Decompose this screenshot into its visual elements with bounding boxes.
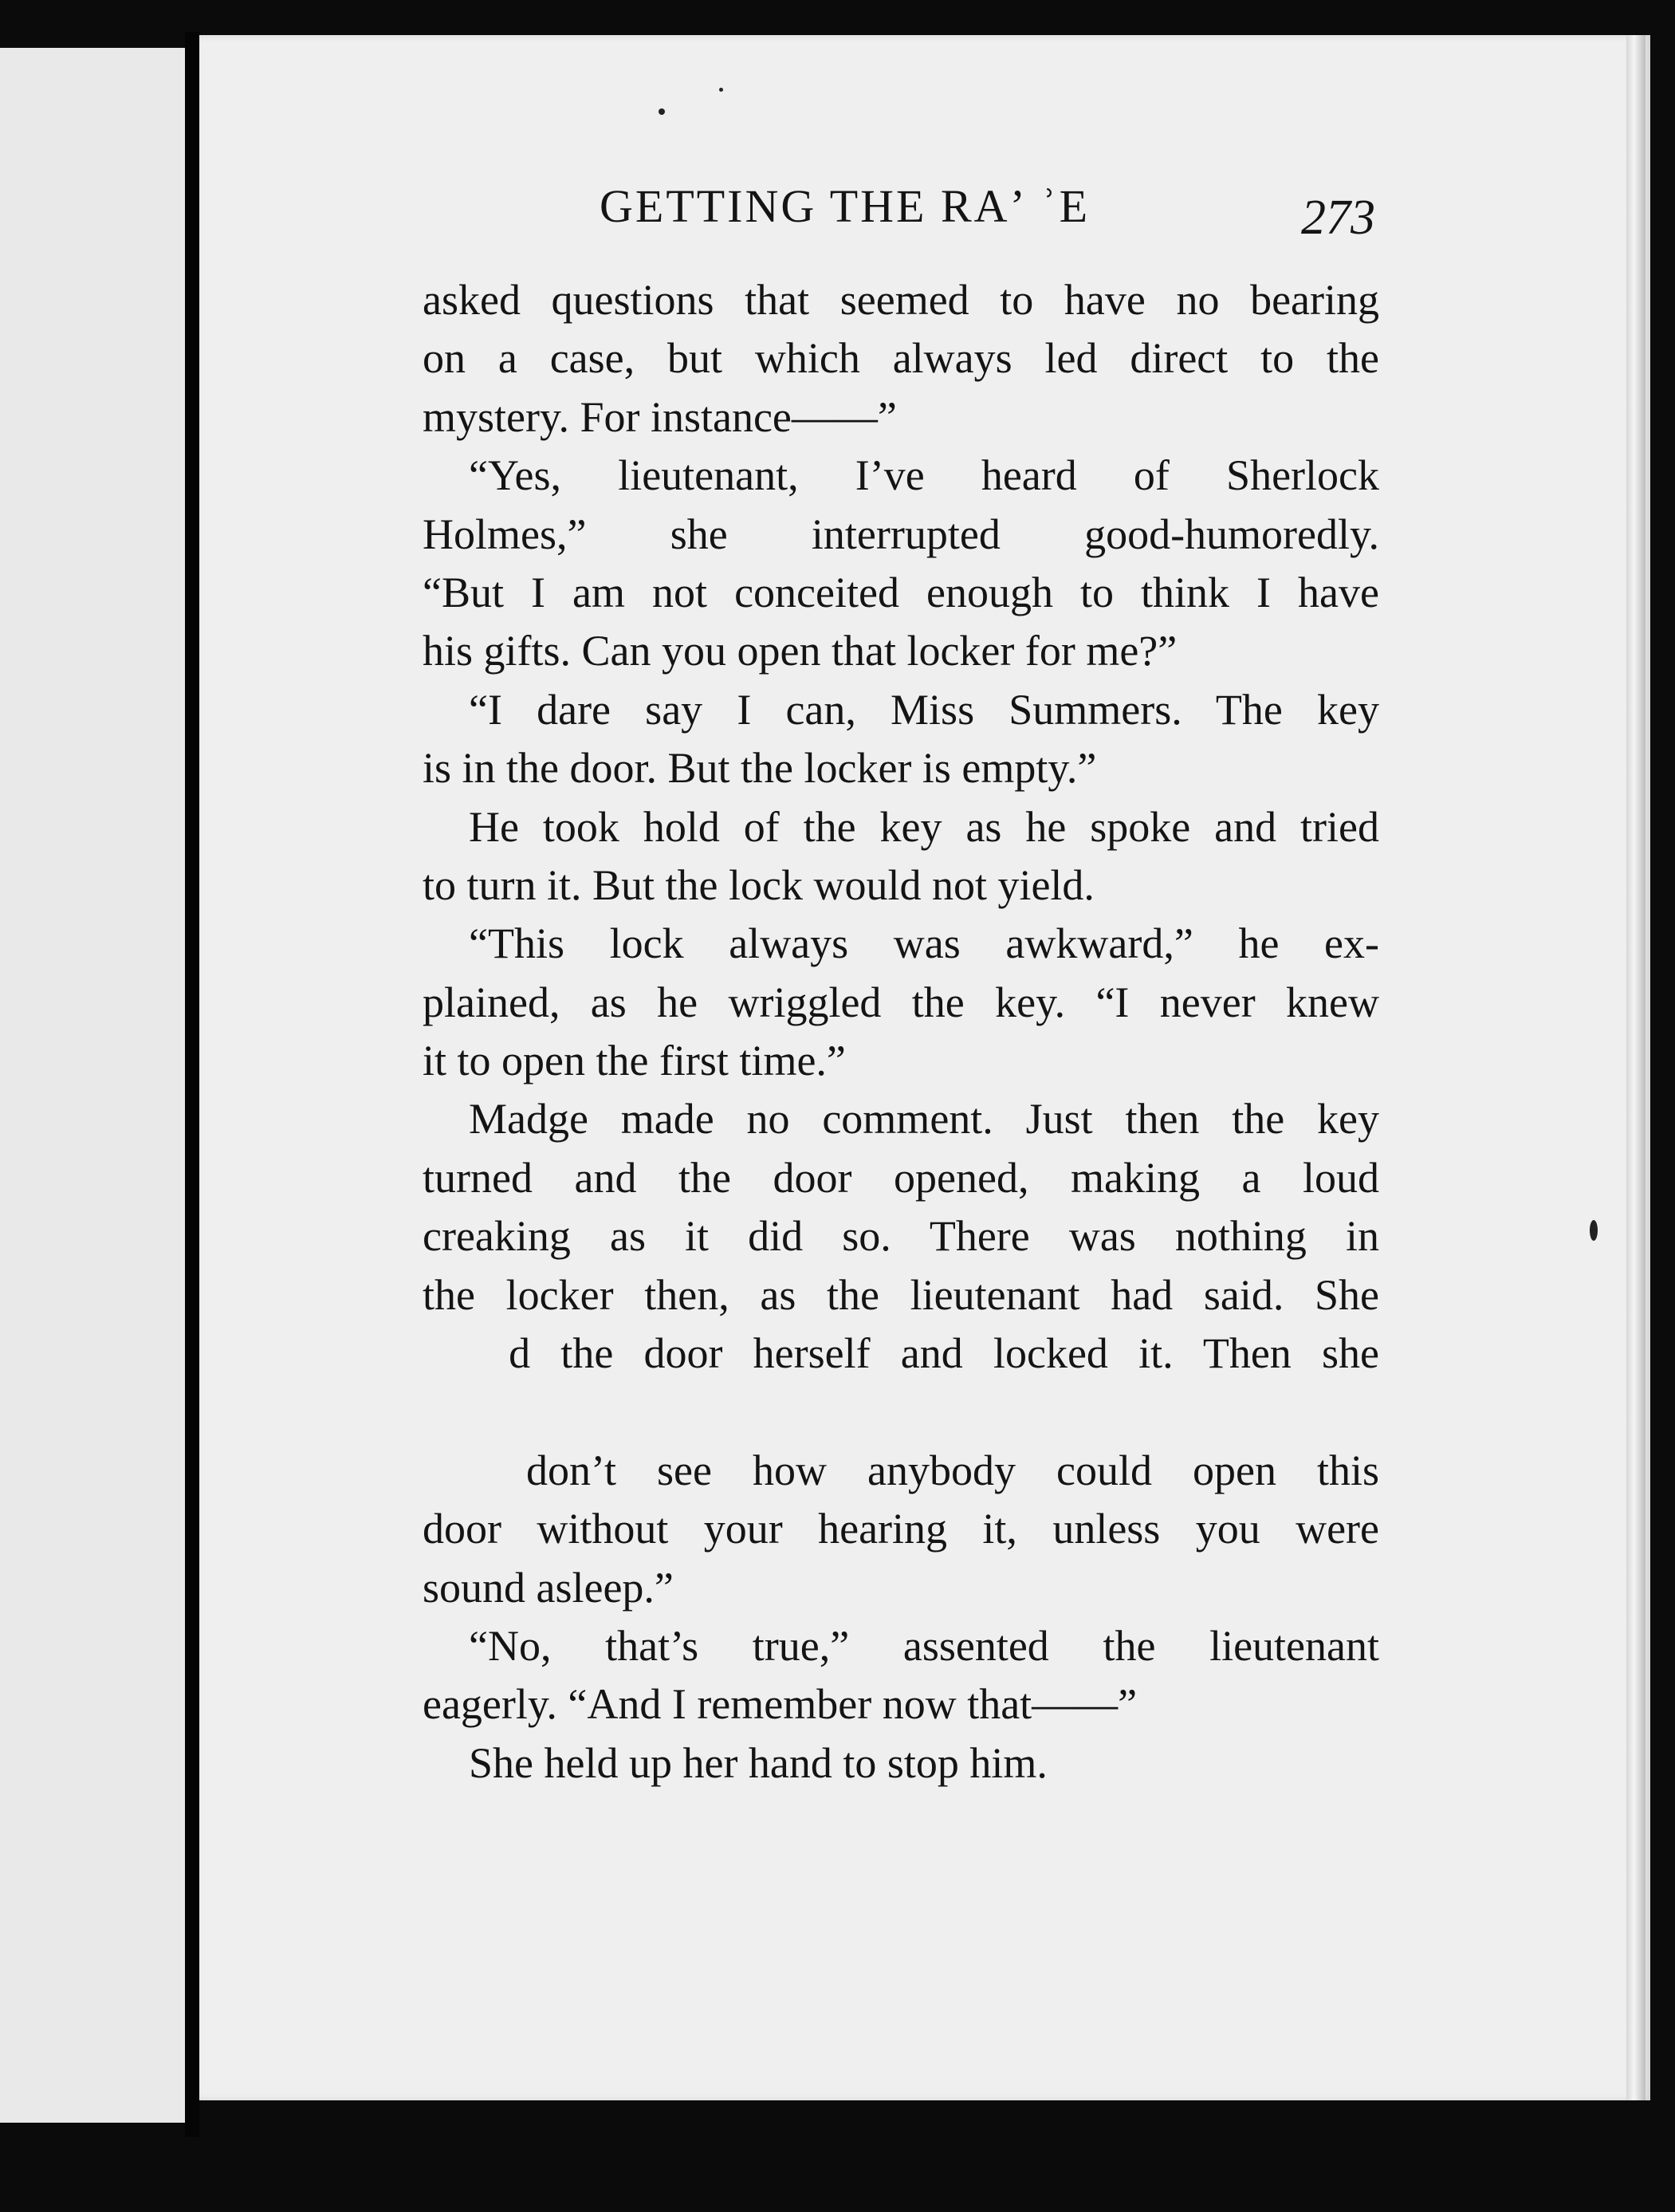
text-line: “This lock always was awkward,” he ex-: [469, 919, 1379, 968]
text-line: his gifts. Can you open that locker for me?”: [423, 627, 1178, 675]
text-line: creaking as it did so. There was nothing in: [423, 1212, 1379, 1261]
text-line: d the door herself and locked it. Then she: [423, 1329, 1379, 1378]
text-line: it to open the first time.”: [423, 1037, 846, 1085]
text-line: plained, as he wriggled the key. “I never knew: [423, 978, 1379, 1026]
page-edge: [1626, 35, 1646, 2100]
facing-page-margin: [0, 48, 185, 2123]
print-speck: [1590, 1220, 1598, 1241]
text-line: door without your hearing it, unless you were: [423, 1505, 1379, 1553]
text-line: Madge made no comment. Just then the key: [469, 1095, 1379, 1143]
book-gutter: [185, 32, 199, 2137]
page-number: 273: [1301, 191, 1375, 245]
text-line: He took hold of the key as he spoke and tried: [469, 802, 1379, 851]
running-title: GETTING THE RAʼ ʾE: [600, 180, 1091, 232]
text-line: turned and the door opened, making a loud: [423, 1153, 1379, 1202]
text-line: sound asleep.”: [423, 1563, 674, 1612]
text-line: “I dare say I can, Miss Summers. The key: [469, 685, 1379, 734]
text-line: on a case, but which always led direct to the: [423, 334, 1379, 383]
text-line: don’t see how anybody could open this: [526, 1446, 1379, 1494]
body-text: [423, 271, 1379, 1793]
text-line: the locker then, as the lieutenant had said. She: [423, 1270, 1379, 1319]
text-line: She held up her hand to stop him.: [469, 1738, 1048, 1787]
text-line: to turn it. But the lock would not yield.: [423, 860, 1095, 909]
text-line: asked questions that seemed to have no bearing: [423, 276, 1379, 324]
text-line: is in the door. But the locker is empty.”: [423, 744, 1097, 793]
print-speck: [719, 88, 723, 92]
text-line: “But I am not conceited enough to think I have: [423, 568, 1379, 616]
damaged-text-line: [423, 1383, 1379, 1441]
print-speck: [659, 108, 665, 115]
text-line: “Yes, lieutenant, I’ve heard of Sherlock: [469, 451, 1379, 500]
text-line: Holmes,” she interrupted good-humoredly.: [423, 510, 1379, 558]
text-line: eagerly. “And I remember now that——”: [423, 1680, 1138, 1729]
text-line: mystery. For instance——”: [423, 392, 897, 441]
text-line: “No, that’s true,” assented the lieutenant: [469, 1621, 1379, 1670]
